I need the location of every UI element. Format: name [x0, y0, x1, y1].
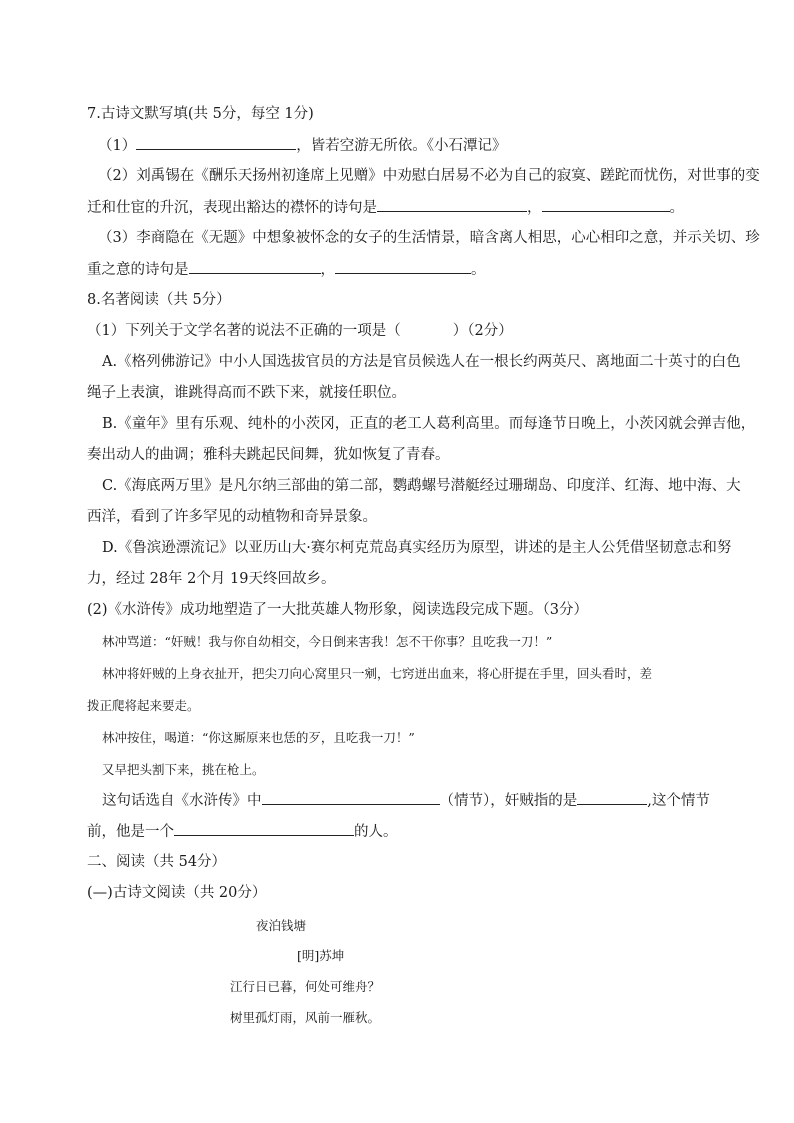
option-b-line2: 奏出动人的曲调；雅科夫跳起民间舞，犹如恢复了青春。	[87, 447, 450, 463]
excerpt-line: 林冲骂道：“奸贼！我与你自幼相交，今日倒来害我！怎不干你事？且吃我一刀！”	[102, 634, 553, 649]
q8-question-mid: （情节），奸贼指的是	[439, 793, 578, 809]
period: 。	[669, 200, 684, 216]
option-c-line2: 西洋，看到了许多罕见的动植物和奇异景象。	[87, 509, 377, 525]
excerpt-line: 又早把头割下来，挑在枪上。	[102, 762, 265, 777]
option-d-line1: D.《鲁滨逊漂流记》以亚历山大·赛尔柯克荒岛真实经历为原型，讲述的是主人公凭借坚韧意志和努	[102, 540, 732, 556]
period: 。	[471, 262, 486, 278]
q8-sub1	[87, 321, 513, 341]
fill-blank[interactable]	[377, 197, 527, 212]
q8-sub2: (2)《水浒传》成功地塑造了一大批英雄人物形象，阅读选段完成下题。（3分）	[87, 602, 589, 618]
q7-item-1	[98, 135, 506, 156]
fill-blank[interactable]	[542, 197, 670, 212]
q7-item-3-line1: （3）李商隐在《无题》中想象被怀念的女子的生活情景，暗含离人相思，心心相印之意，并示关切、珍	[98, 230, 760, 246]
q7-item-2-prompt: 迁和仕宦的升沉，表现出豁达的襟怀的诗句是	[87, 200, 377, 216]
section2-header: 二、阅读（共 54分）	[87, 854, 227, 870]
fill-blank[interactable]	[136, 135, 296, 150]
fill-blank[interactable]	[262, 790, 440, 805]
q7-item-3-line2	[87, 259, 486, 280]
fill-blank[interactable]	[577, 790, 647, 805]
poem-author: [明]苏坤	[297, 948, 345, 963]
section2-subheader: (—)古诗文阅读（共 20分）	[87, 885, 267, 901]
q8-question-tail: ,这个情节	[647, 793, 710, 809]
q7-header: 7.古诗文默写填(共 5分，每空 1分)	[87, 106, 314, 122]
q7-item-2-line1: （2）刘禹锡在《酬乐天扬州初逢席上见赠》中劝慰白居易不必为自己的寂寞、蹉跎而忧伤，对世事的变	[98, 168, 760, 184]
q8-question-end: 的人。	[354, 824, 398, 840]
q8-header: 8.名著阅读（共 5分）	[87, 292, 231, 308]
q8-question-line1	[102, 790, 710, 811]
poem-line: 树里孤灯雨，风前一雁秋。	[230, 1010, 381, 1025]
option-a-line1: A.《格列佛游记》中小人国选拔官员的方法是官员候选人在一根长约两英尺、离地面二十英寸的白色	[102, 354, 741, 370]
q8-sub1-prompt: （1）下列关于文学名著的说法不正确的一项是（	[87, 323, 401, 339]
q7-item-1-num: （1）	[98, 138, 137, 154]
poem-line: 江行日已暮，何处可维舟？	[230, 979, 381, 994]
option-a-line2: 绳子上表演，谁跳得高而不跌下来，就接任职位。	[87, 385, 406, 401]
q8-question-prompt: 这句话选自《水浒传》中	[102, 793, 262, 809]
poem-title: 夜泊钱塘	[256, 918, 307, 933]
excerpt-line: 林冲将奸贼的上身衣扯开，把尖刀向心窝里只一剜，七窍迸出血来，将心肝提在手里，回头看时，差	[102, 666, 653, 681]
fill-blank[interactable]	[174, 821, 354, 836]
excerpt-line: 林冲按住，喝道：“你这厮原来也恁的歹，且吃我一刀！”	[102, 730, 415, 745]
q7-item-2-line2	[87, 197, 684, 218]
q7-item-3-prompt: 重之意的诗句是	[87, 262, 189, 278]
option-c-line1: C.《海底两万里》是凡尔纳三部曲的第二部，鹦鹉螺号潜艇经过珊瑚岛、印度洋、红海、地中海、大	[102, 478, 741, 494]
comma: ，	[527, 200, 542, 216]
fill-blank[interactable]	[335, 259, 471, 274]
option-d-line2: 力，经过 28年 2个月 19天终回故乡。	[87, 571, 336, 587]
q8-question-prompt-2: 前，他是一个	[87, 824, 174, 840]
option-b-line1: B.《童年》里有乐观、纯朴的小茨冈，正直的老工人葛利高里。而每逢节日晚上，小茨冈就会弹吉他，	[102, 416, 756, 432]
q7-item-1-text: ，皆若空游无所依。《小石潭记》	[296, 138, 507, 154]
excerpt-line: 拨正爬将起来要走。	[87, 698, 200, 713]
fill-blank[interactable]	[189, 259, 321, 274]
q8-question-line2	[87, 821, 398, 842]
comma: ，	[320, 262, 335, 278]
q8-sub1-points: ）（2分）	[452, 323, 513, 339]
